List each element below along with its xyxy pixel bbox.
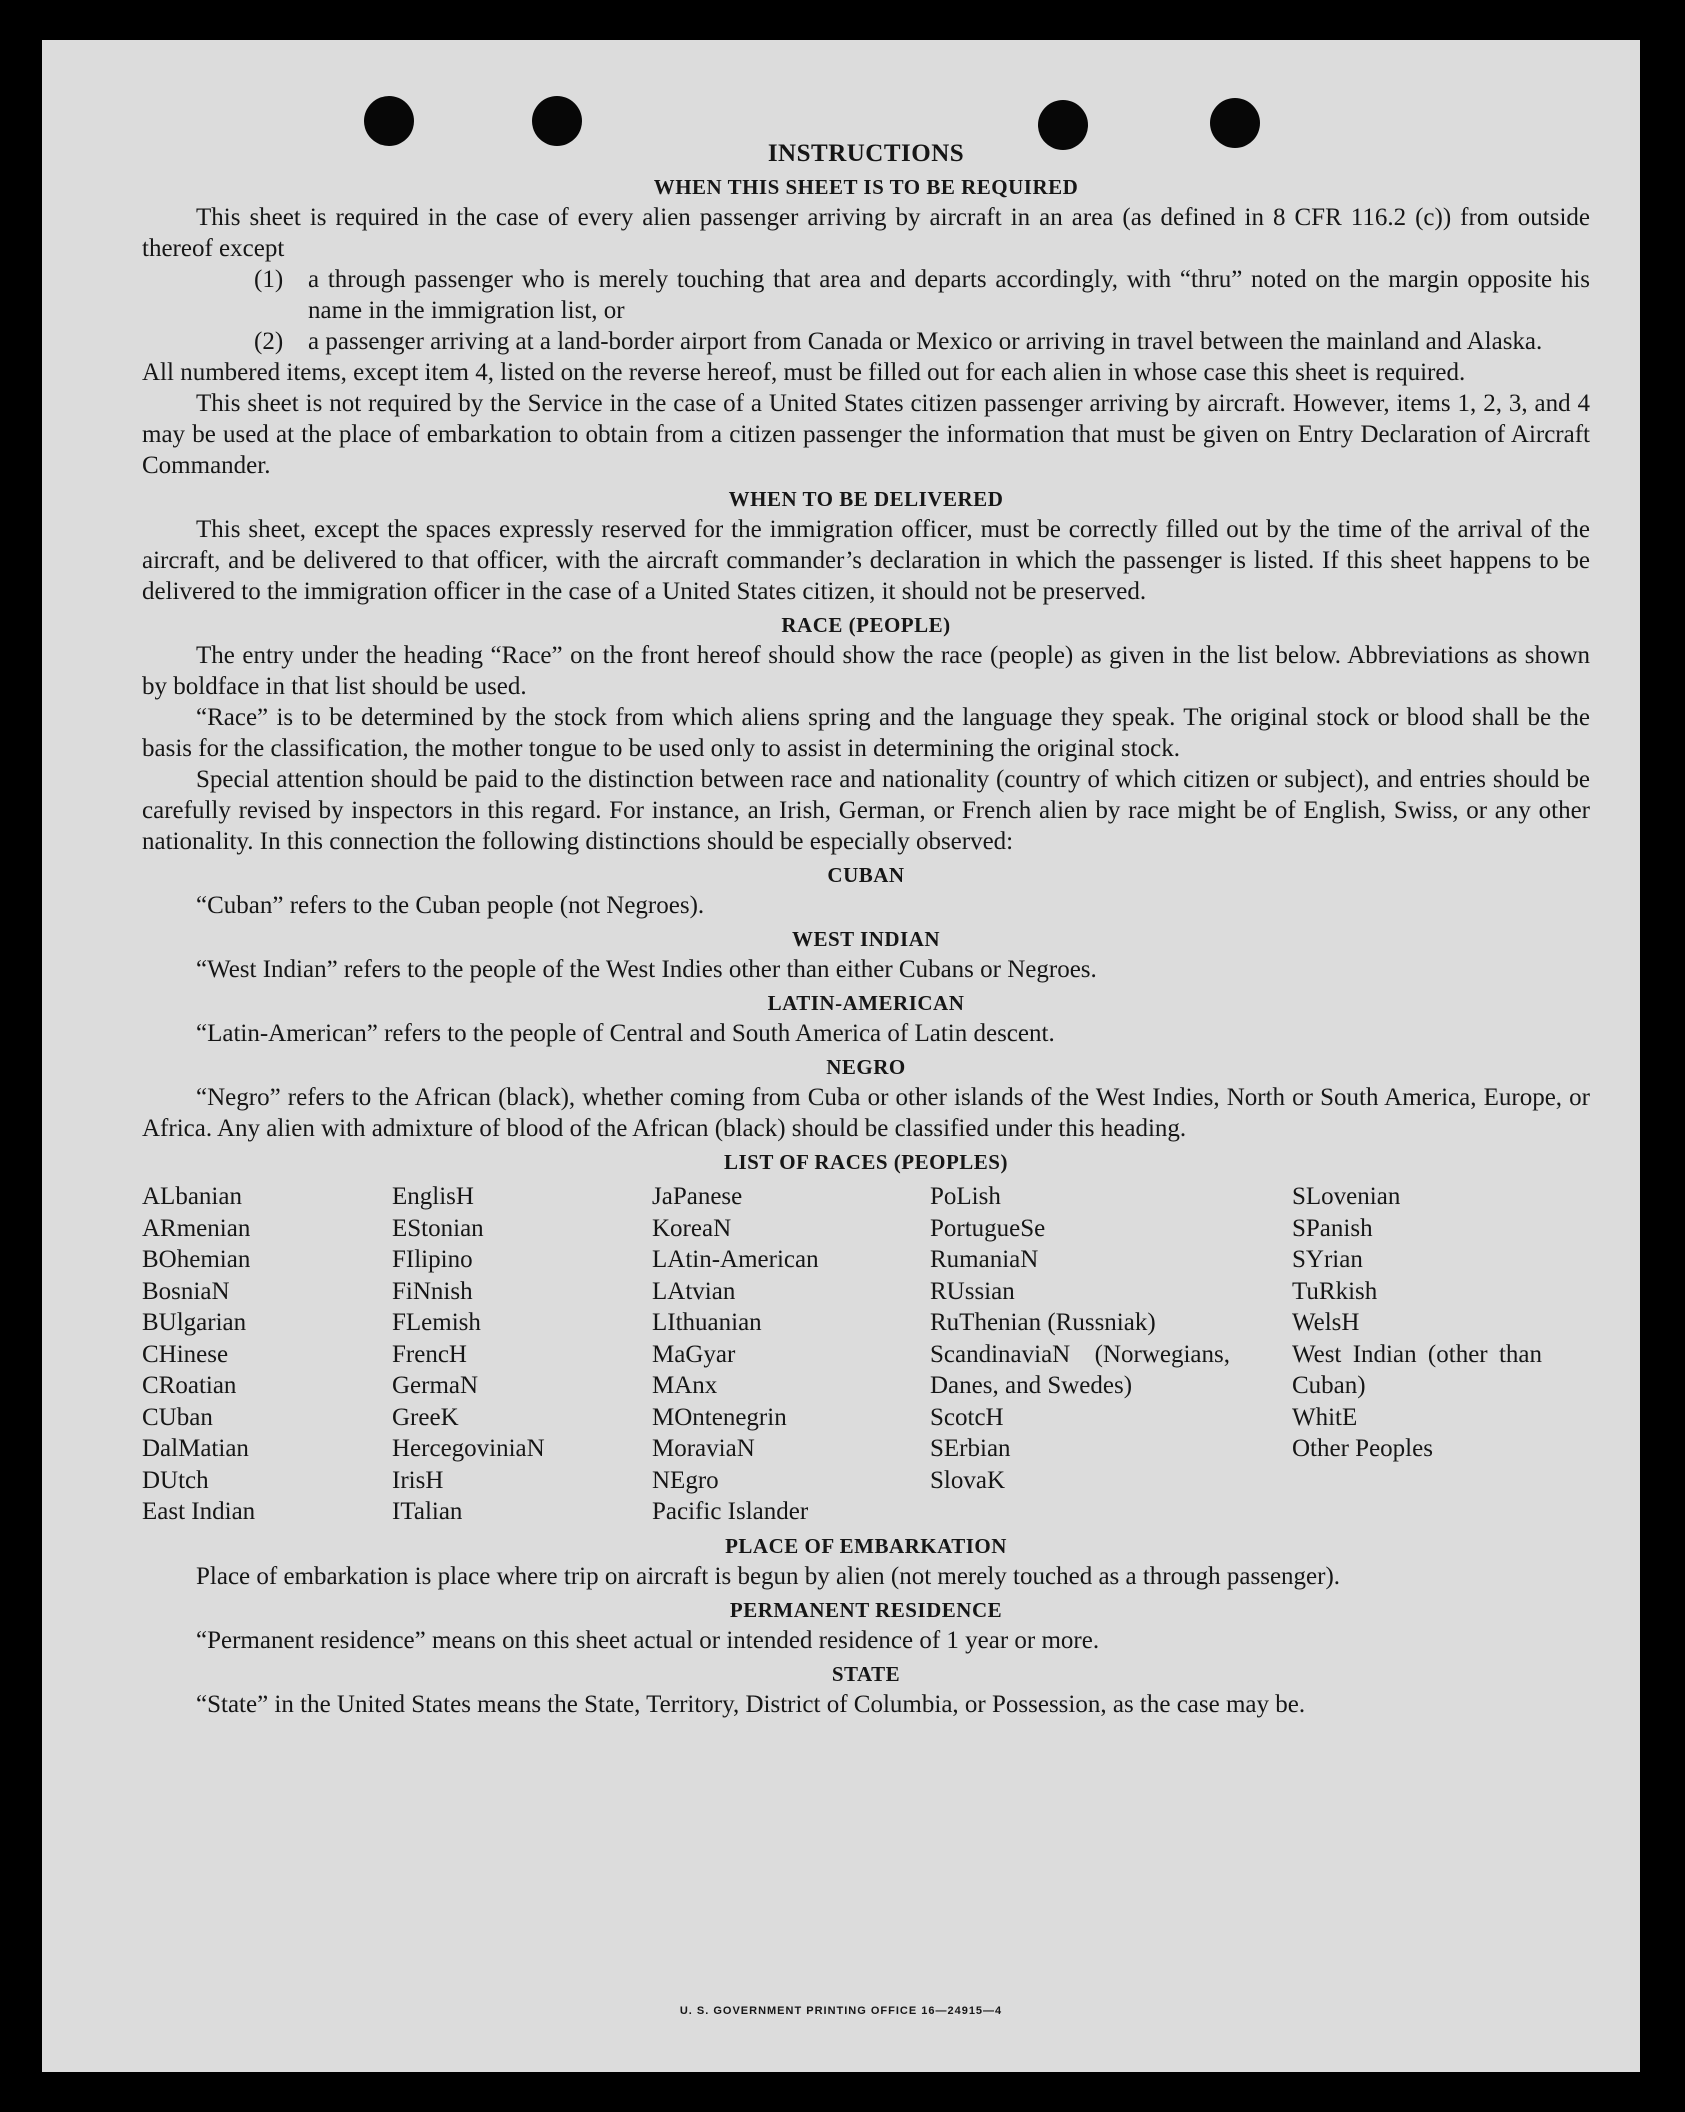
- paragraph: This sheet, except the spaces expressly reserved for the immigration officer, must be correctly filled out by the time of the arrival of the aircraft, and be delivered to that officer, with the aircraft commander’s declaration in which the passenger is listed. If this sheet happens to be delivered to the immigration officer in the case of a United States citizen, it should not be preserved.: [142, 516, 1590, 605]
- races-column: [652, 1181, 930, 1528]
- race-entry: BUlgarian: [142, 1309, 247, 1336]
- race-entry: MAnx: [652, 1372, 718, 1399]
- race-entry: SErbian: [930, 1435, 1011, 1462]
- race-entry: LIthuanian: [652, 1309, 762, 1336]
- race-entry: SPanish: [1292, 1214, 1373, 1242]
- race-entry: EnglisH: [392, 1183, 474, 1210]
- paragraph: This sheet is not required by the Service in the case of a United States citizen passenger arriving by aircraft. However, items 1, 2, 3, and 4 may be used at the place of embarkation to obtain from a citizen passenger the information that must be given on Entry Declaration of Aircraft Commander.: [142, 390, 1590, 479]
- race-entry: ScandinaviaN (Norwegians, Danes, and Swedes): [930, 1340, 1230, 1399]
- race-entry: DUtch: [142, 1466, 209, 1494]
- race-entry: JaPanese: [652, 1183, 743, 1210]
- list-item: [254, 264, 1590, 326]
- race-entry: West Indian (other than Cuban): [1292, 1340, 1542, 1399]
- race-entry: NEgro: [652, 1466, 719, 1494]
- race-entry: IrisH: [392, 1466, 444, 1494]
- race-entry: DalMatian: [142, 1435, 249, 1462]
- race-entry: RumaniaN: [930, 1246, 1039, 1273]
- races-column: [142, 1181, 392, 1528]
- race-entry: ARmenian: [142, 1214, 251, 1242]
- section-heading: NEGRO: [826, 1055, 906, 1079]
- races-column: [1292, 1181, 1590, 1528]
- item-text: a through passenger who is merely touching that area and departs accordingly, with “thru” noted on the margin opposite his name in the immigration list, or: [308, 266, 1590, 324]
- section-heading: LATIN-AMERICAN: [767, 991, 965, 1015]
- race-entry: CUban: [142, 1403, 213, 1431]
- paragraph: “West Indian” refers to the people of the West Indies other than either Cubans or Negroes.: [196, 956, 1097, 983]
- race-entry: BOhemian: [142, 1246, 251, 1273]
- race-entry: SLovenian: [1292, 1183, 1401, 1210]
- race-entry: RuThenian (Russniak): [930, 1309, 1156, 1336]
- race-entry: ALbanian: [142, 1183, 242, 1210]
- race-entry: KoreaN: [652, 1214, 732, 1242]
- paragraph: “Negro” refers to the African (black), whether coming from Cuba or other islands of the West Indies, North or South America, Europe, or Africa. Any alien with admixture of blood of the African (black) should be classified under this heading.: [142, 1084, 1590, 1142]
- race-entry: LAtvian: [652, 1277, 736, 1305]
- race-entry: FLemish: [392, 1309, 481, 1336]
- paragraph: Place of embarkation is place where trip on aircraft is begun by alien (not merely touched as a through passenger).: [196, 1562, 1341, 1590]
- paragraph: All numbered items, except item 4, listed on the reverse hereof, must be filled out for each alien in whose case this sheet is required.: [142, 359, 1466, 386]
- race-entry: FrencH: [392, 1340, 467, 1368]
- races-column: [392, 1181, 652, 1528]
- race-entry: FIlipino: [392, 1246, 473, 1273]
- race-entry: Other Peoples: [1292, 1435, 1433, 1462]
- printing-office-footer: U. S. GOVERNMENT PRINTING OFFICE 16—24915—4: [679, 2005, 1003, 2017]
- paragraph: “Race” is to be determined by the stock from which aliens spring and the language they speak. The original stock or blood shall be the basis for the classification, the mother tongue to be used only to assist in determining the original stock.: [142, 704, 1590, 762]
- race-entry: PortugueSe: [930, 1214, 1046, 1242]
- section-heading: WHEN THIS SHEET IS TO BE REQUIRED: [653, 175, 1079, 199]
- paragraph: “Permanent residence” means on this sheet actual or intended residence of 1 year or more.: [196, 1626, 1100, 1654]
- instructions-content: [142, 134, 1590, 1720]
- race-entry: TuRkish: [1292, 1277, 1378, 1305]
- section-heading: WHEN TO BE DELIVERED: [728, 487, 1004, 511]
- race-entry: WelsH: [1292, 1309, 1360, 1336]
- race-entry: MOntenegrin: [652, 1403, 787, 1431]
- item-number: (1): [254, 266, 284, 293]
- race-entry: GreeK: [392, 1403, 459, 1431]
- section-heading: PERMANENT RESIDENCE: [729, 1597, 1003, 1622]
- paragraph: “Latin-American” refers to the people of Central and South America of Latin descent.: [196, 1020, 1055, 1047]
- race-entry: HercegoviniaN: [392, 1435, 545, 1462]
- paragraph: “State” in the United States means the State, Territory, District of Columbia, or Possession, as the case may be.: [196, 1690, 1306, 1718]
- race-entry: RUssian: [930, 1277, 1015, 1305]
- race-entry: CHinese: [142, 1340, 229, 1368]
- race-entry: Pacific Islander: [652, 1498, 809, 1525]
- item-number: (2): [254, 328, 284, 355]
- race-entry: CRoatian: [142, 1372, 237, 1399]
- race-entry: ScotcH: [930, 1403, 1004, 1431]
- item-text: a passenger arriving at a land-border airport from Canada or Mexico or arriving in travel between the mainland and Alaska.: [308, 328, 1543, 355]
- page-title: INSTRUCTIONS: [767, 140, 965, 167]
- race-entry: WhitE: [1292, 1403, 1358, 1431]
- paragraph: Special attention should be paid to the distinction between race and nationality (country of which citizen or subject), and entries should be carefully revised by inspectors in this regard. For instance, an Irish, German, or French alien by race might be of English, Swiss, or any other nationality. In this connection the following distinctions should be especially observed:: [142, 766, 1590, 855]
- paragraph: The entry under the heading “Race” on the front hereof should show the race (people) as given in the list below. Abbreviations as shown by boldface in that list should be used.: [142, 642, 1590, 700]
- section-heading: PLACE OF EMBARKATION: [725, 1533, 1007, 1558]
- race-entry: GermaN: [392, 1372, 479, 1399]
- section-heading: CUBAN: [827, 863, 905, 887]
- race-entry: BosniaN: [142, 1277, 230, 1305]
- race-entry: MaGyar: [652, 1340, 736, 1368]
- race-entry: ITalian: [392, 1498, 463, 1525]
- races-column: [930, 1181, 1292, 1528]
- section-heading: WEST INDIAN: [791, 927, 941, 951]
- race-entry: MoraviaN: [652, 1435, 755, 1462]
- paragraph: “Cuban” refers to the Cuban people (not Negroes).: [196, 892, 705, 919]
- race-entry: East Indian: [142, 1498, 256, 1525]
- race-entry: PoLish: [930, 1183, 1001, 1210]
- section-heading: RACE (PEOPLE): [781, 613, 951, 637]
- races-list: [142, 1181, 1590, 1528]
- race-entry: SYrian: [1292, 1246, 1363, 1273]
- race-entry: SlovaK: [930, 1466, 1005, 1494]
- paragraph: This sheet is required in the case of every alien passenger arriving by aircraft in an area (as defined in 8 CFR 116.2 (c)) from outside thereof except: [142, 204, 1590, 262]
- section-heading: STATE: [831, 1661, 901, 1686]
- race-entry: LAtin-American: [652, 1246, 819, 1273]
- race-entry: EStonian: [392, 1214, 484, 1242]
- list-item: [254, 326, 1590, 357]
- race-entry: FiNnish: [392, 1277, 473, 1305]
- document-sheet: [42, 40, 1640, 2072]
- section-heading: LIST OF RACES (PEOPLES): [724, 1150, 1008, 1174]
